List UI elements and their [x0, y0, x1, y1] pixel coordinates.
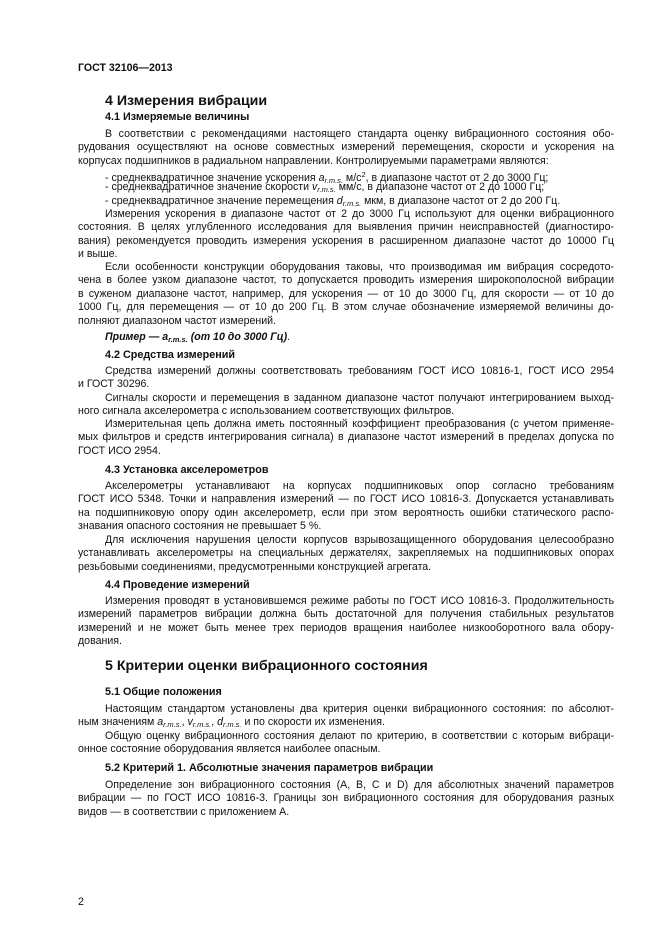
section-heading: 5 Критерии оценки вибрационного состояния: [105, 658, 428, 674]
document-header: ГОСТ 32106—2013: [78, 62, 173, 74]
text-line: рудования осуществляют на основе совместных измерений перемещения, скорости и ускорения на: [78, 141, 614, 154]
text-line: ГОСТ ИСО 5348. Точки и направления измерений — по ГОСТ ИСО 10816-3. Допускается устанавливать: [78, 493, 614, 506]
text-span: ,: [211, 716, 218, 729]
paragraph: [78, 703, 614, 730]
text-span: мкм, в диапазоне частот от 2 до 200 Гц.: [361, 195, 561, 207]
text-line: устанавливать акселерометры на специальных держателях, закрепляемых на подшипниковых опорах: [78, 547, 614, 560]
subsection-heading: 4.3 Установка акселерометров: [105, 464, 269, 476]
text-line: на подшипниковую опору один акселерометр, если при этом вероятность ошибки статического распо-: [78, 506, 614, 519]
text-line: вания) рекомендуется проводить измерения ускорения в расширенном диапазоне частот до 10000 Гц: [78, 234, 614, 247]
text-span: ным значениям: [78, 716, 158, 729]
text-line: Акселерометры устанавливают на корпусах подшипниковых опор согласно требованиям: [105, 480, 614, 492]
text-line: мых фильтров и средств интегрирования сигнала) в диапазоне частот измерений в пределах допуска по: [78, 431, 614, 444]
text-span: м/с: [342, 172, 362, 184]
text-span: - среднеквадратичное значение перемещения: [105, 195, 337, 207]
paragraph: [78, 195, 614, 208]
text-line: вибрации — по ГОСТ ИСО 10816-3. Границы зон вибрационного состояния для оборудования разных: [78, 792, 614, 805]
subsection-heading: 4.2 Средства измерений: [105, 349, 236, 361]
paragraph: [78, 168, 614, 185]
text-line: Измерения ускорения в диапазоне частот от 2 до 3000 Гц используют для оценки вибрационного: [105, 208, 614, 220]
text-line: [78, 716, 614, 729]
text-line: Настоящим стандартом установлены два критерия оценки вибрационного состояния: по абсолют-: [105, 703, 614, 715]
text-line: [78, 195, 614, 208]
paragraph: [78, 779, 614, 819]
text-span: , в диапазоне частот от 2 до 3000 Гц;: [365, 172, 549, 184]
text-span: a: [318, 172, 325, 184]
text-line: и выше.: [78, 248, 118, 261]
page-number: 2: [78, 896, 84, 908]
text-span: мм/с, в диапазоне частот от 2 до 1000 Гц;: [335, 181, 545, 193]
text-line: в суженом диапазоне частот, например, для ускорения — от 10 до 3000 Гц, для скорости — от 10 до: [78, 287, 614, 300]
text-span: 2: [361, 170, 366, 179]
subsection-heading: 5.1 Общие положения: [105, 686, 222, 698]
text-line: В соответствии с рекомендациями настоящего стандарта оценку вибрационного состояния обо-: [105, 128, 614, 140]
text-span: - среднеквадратичное значение ускорения: [105, 172, 319, 184]
subsection-heading: 4.1 Измеряемые величины: [105, 111, 250, 123]
text-line: дования.: [78, 635, 122, 648]
text-line: чена в более узком диапазоне частот, то допускается проводить измерения широкополосной вибрации: [78, 274, 614, 287]
text-line: и ГОСТ 30296.: [78, 378, 150, 391]
paragraph: [78, 480, 614, 534]
subsection-heading: 4.4 Проведение измерений: [105, 579, 250, 591]
text-line: полняют диапазоном частот измерений.: [78, 314, 277, 327]
subsection-heading: 5.2 Критерий 1. Абсолютные значения параметров вибрации: [105, 762, 434, 774]
text-span: a: [157, 716, 164, 729]
subscript: r.m.s.: [317, 185, 336, 194]
subscript: r.m.s.: [168, 335, 188, 344]
text-line: Если особенности конструкции оборудования таковы, что производимая им вибрация сосредото-: [105, 261, 614, 273]
paragraph: [78, 730, 614, 757]
paragraph: [78, 534, 614, 574]
paragraph: [78, 365, 614, 392]
text-line: Измерения проводят в установившемся режиме работы по ГОСТ ИСО 10816-3. Продолжительность: [105, 595, 614, 607]
subscript: r.m.s.: [324, 176, 343, 185]
text-line: [78, 331, 614, 344]
text-line: измерений параметров вибрации должна быть достаточной для получения стабильных результатов: [78, 608, 614, 621]
text-line: ного сигнала акселерометра с использованием соответствующих фильтров.: [78, 405, 455, 418]
text-line: 1000 Гц, для перемещения — от 10 до 200 Гц. В этом случае обозначение измеряемой величины до-: [78, 301, 614, 314]
text-line: [78, 168, 614, 185]
paragraph: [78, 595, 614, 649]
text-line: онное состояние оборудования является наиболее опасным.: [78, 743, 381, 756]
text-line: корпусах подшипников в радиальном направлении. Контролируемыми параметрами являются:: [78, 154, 549, 167]
text-span: и по скорости их изменения.: [241, 716, 385, 729]
text-span: v: [312, 181, 318, 193]
paragraph: [78, 208, 614, 262]
text-line: Сигналы скорости и перемещения в заданном диапазоне частот получают интегрированием выход-: [105, 392, 614, 404]
text-line: Для исключения нарушения целости корпусов взрывозащищенного оборудования целесообразно: [105, 534, 614, 546]
text-span: v: [187, 716, 193, 729]
text-span: d: [217, 716, 224, 729]
paragraph: [78, 392, 614, 419]
text-line: Определение зон вибрационного состояния (A, B, C и D) для абсолютных значений параметров: [105, 779, 614, 791]
text-line: измерений и не может быть менее трех периодов вращения наиболее низкооборотного вала обору-: [78, 621, 614, 634]
subscript: r.m.s.: [192, 720, 212, 730]
text-span: .: [287, 331, 291, 343]
text-line: состояния. В целях углубленного исследования для выявления причин неисправностей (диагностиро-: [78, 221, 614, 234]
text-line: [78, 181, 614, 194]
text-line: знавания опасного состояния не превышает 5 %.: [78, 520, 322, 533]
text-line: резьбовыми соединениями, предусмотренными конструкцией агрегата.: [78, 560, 432, 573]
text-span: (от 10 до 3000 Гц): [187, 331, 288, 343]
subscript: r.m.s.: [342, 199, 362, 208]
paragraph: [78, 261, 614, 328]
paragraph: [78, 128, 614, 168]
paragraph: [78, 181, 614, 194]
text-span: ,: [181, 716, 188, 729]
text-span: d: [336, 195, 343, 207]
text-span: Пример — a: [105, 331, 169, 343]
section-heading: 4 Измерения вибрации: [105, 93, 268, 109]
paragraph: [78, 418, 614, 458]
subscript: r.m.s.: [163, 720, 182, 730]
text-line: Средства измерений должны соответствовать требованиям ГОСТ ИСО 10816-1, ГОСТ ИСО 2954: [105, 365, 614, 377]
text-line: Общую оценку вибрационного состояния делают по критерию, в соответствии с которым вибраци-: [105, 730, 614, 742]
text-span: - среднеквадратичное значение скорости: [105, 181, 312, 193]
subscript: r.m.s.: [223, 720, 242, 730]
example-paragraph: [78, 331, 614, 344]
text-line: ГОСТ ИСО 2954.: [78, 444, 161, 457]
text-line: Измерительная цепь должна иметь постоянный коэффициент преобразования (с учетом применяе-: [105, 418, 614, 430]
text-line: видов — в соответствии с приложением А.: [78, 805, 290, 818]
